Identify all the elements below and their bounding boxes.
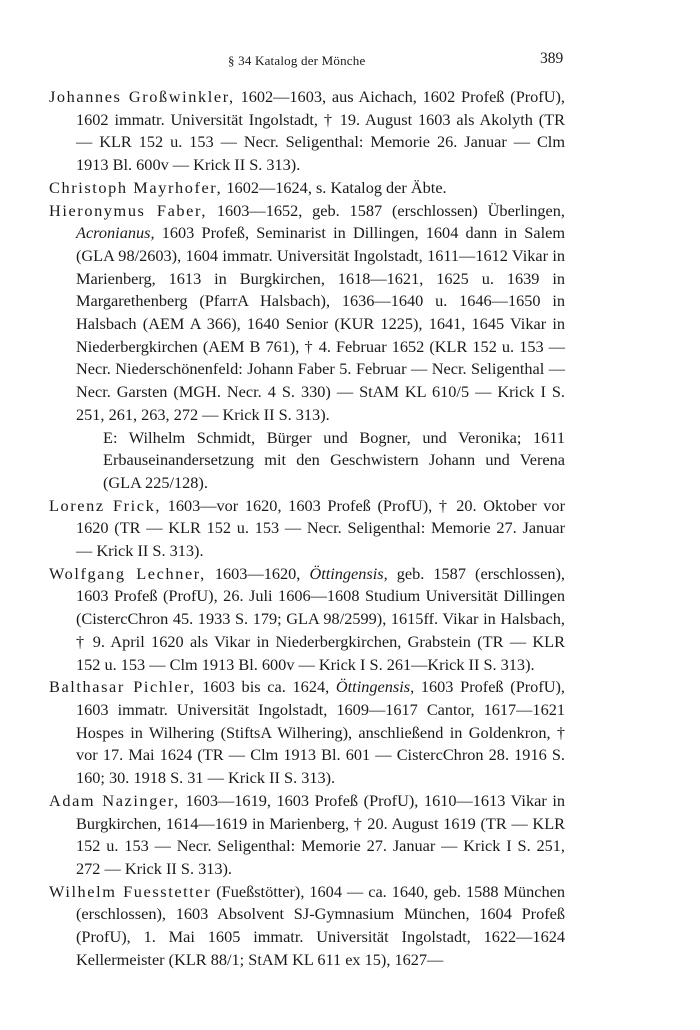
running-head-title: § 34 Katalog der Mönche	[228, 53, 366, 68]
entry-text: 1602—1603, aus Aichach, 1602 Profeß (ProfU), 1602 immatr. Universität Ingolstadt, † 19. August 1603 als Akolyth (TR — KLR 152 u. 153 — Necr. Seligenthal: Memorie 26. Januar — Clm 1913 Bl. 600v — Krick II S. 313).	[76, 87, 565, 175]
entry-text-continued: 1603 Profeß, Seminarist in Dillingen, 1604 dann in Salem (GLA 98/2603), 1604 immatr. Universität Ingolstadt, 1611—1612 Vikar in Marienberg, 1613 in Burgkirchen, 1618—1621, 1625 u. 1639 in Margarethenberg (PfarrA Halsbach), 1636—1640 u. 1646—1650 in Halsbach (AEM A 366), 1640 Senior (KUR 1225), 1641, 1645 Vikar in Niederbergkirchen (AEM B 761), † 4. Februar 1652 (KLR 152 u. 153 — Necr. Niederschönenfeld: Johann Faber 5. Februar — Necr. Seligenthal — Necr. Garsten (MGH. Necr. 4 S. 330) — StAM KL 610/5 — Krick I S. 251, 261, 263, 272 — Krick II S. 313).	[76, 223, 565, 424]
monk-name: Adam Nazinger,	[49, 790, 180, 810]
catalog-entry	[49, 200, 565, 495]
latin-epithet: Acronianus,	[76, 223, 155, 243]
monk-name: Wolfgang Lechner,	[49, 563, 206, 583]
catalog-entry	[49, 790, 565, 881]
entry-text: 1603 bis ca. 1624,	[195, 677, 336, 697]
entry-text: 1602—1624, s. Katalog der Äbte.	[222, 177, 447, 197]
monk-name: Balthasar Pichler,	[49, 677, 196, 697]
entry-text-continued: 1603 Profeß (ProfU), 1603 immatr. Universität Ingolstadt, 1609—1617 Cantor, 1617—1621 Hospes in Wilhering (StiftsA Wilhering), anschließend in Goldenkron, † vor 17. Mai 1624 (TR — Clm 1913 Bl. 601 — CistercChron 28. 1916 S. 160; 30. 1918 S. 31 — Krick II S. 313).	[76, 677, 565, 788]
catalog-entry	[49, 495, 565, 563]
latin-epithet: Öttingensis,	[335, 677, 415, 697]
entry-text: 1603—1652, geb. 1587 (erschlossen) Überlingen,	[207, 200, 565, 220]
family-note: E: Wilhelm Schmidt, Bürger und Bogner, und Veronika; 1611 Erbauseinandersetzung mit den Geschwistern Johann und Verena (GLA 225/128).	[103, 427, 565, 492]
monk-name: Johannes Großwinkler,	[49, 87, 235, 106]
entry-text: (Fueßstötter), 1604 — ca. 1640, geb. 1588 München (erschlossen), 1603 Absolvent SJ-Gymnasium München, 1604 Profeß (ProfU), 1. Mai 1605 immatr. Universität Ingolstadt, 1622—1624 Kellermeister (KLR 88/1; StAM KL 611 ex 15), 1627—	[76, 881, 565, 969]
monk-name: Christoph Mayrhofer,	[49, 177, 223, 197]
entry-text: 1603—1620,	[205, 563, 310, 583]
latin-epithet: Öttingensis,	[309, 563, 388, 583]
catalog-entry	[49, 563, 565, 677]
entry-text: 1603—1619, 1603 Profeß (ProfU), 1610—1613 Vikar in Burgkirchen, 1614—1619 in Marienberg, † 20. August 1619 (TR — KLR 152 u. 153 — Necr. Seligenthal: Memorie 27. Januar — Krick I S. 251, 272 — Krick II S. 313).	[76, 790, 565, 878]
monk-name: Lorenz Frick,	[49, 495, 162, 515]
catalog-entry	[49, 177, 565, 200]
entry-text: 1603—vor 1620, 1603 Profeß (ProfU), † 20. Oktober vor 1620 (TR — KLR 152 u. 153 — Necr. Seligenthal: Memorie 27. Januar — Krick II S. 313).	[76, 495, 565, 561]
page-number: 389	[540, 50, 564, 67]
monk-name: Hieronymus Faber,	[49, 200, 208, 220]
entry-text-continued: geb. 1587 (erschlossen), 1603 Profeß (ProfU), 26. Juli 1606—1608 Studium Universität Dillingen (CistercChron 45. 1933 S. 179; GLA 98/2599), 1615ff. Vikar in Halsbach, † 9. April 1620 als Vikar in Niederbergkirchen, Grabstein (TR — KLR 152 u. 153 — Clm 1913 Bl. 600v — Krick I S. 261—Krick II S. 313).	[76, 563, 565, 674]
running-head	[0, 50, 700, 72]
monk-name: Wilhelm Fuesstetter	[49, 881, 212, 901]
catalog-entry	[49, 676, 565, 790]
catalog-text	[49, 86, 565, 971]
catalog-entry	[49, 881, 565, 972]
catalog-entry	[49, 86, 565, 177]
